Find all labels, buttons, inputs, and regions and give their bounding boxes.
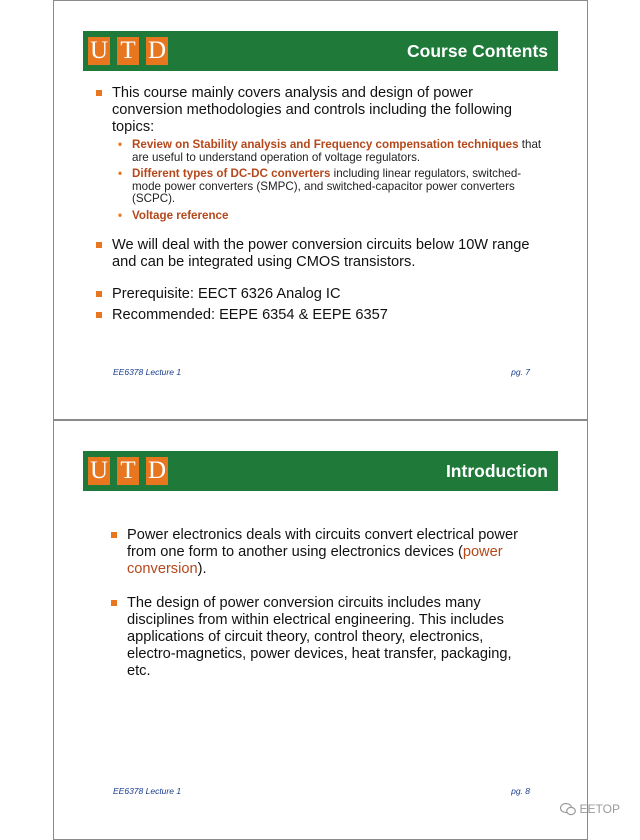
footer-page-number: pg. 8: [511, 786, 530, 796]
bullet-item: We will deal with the power conversion circuits below 10W range and can be integrated using CMOS transistors.: [94, 237, 544, 271]
slide-title: Introduction: [445, 461, 548, 481]
bullet-item: Prerequisite: EECT 6326 Analog IC: [94, 286, 544, 303]
logo-letter-u: U: [89, 457, 109, 484]
slide-title: Course Contents: [407, 41, 548, 61]
slide-header: [83, 451, 558, 491]
logo-letter-t: T: [117, 457, 139, 485]
utd-logo: [88, 454, 168, 488]
bullet-item: Power electronics deals with circuits convert electrical power from one form to another using electronics devices (power conversion).: [109, 527, 529, 578]
bullet-list: [94, 85, 544, 324]
sub-bullet-list: [112, 139, 544, 223]
sub-bullet-item: • Review on Stability analysis and Frequency compensation techniques that are useful to understand operation of voltage regulators.: [112, 139, 544, 164]
bullet-item: [94, 85, 544, 223]
chat-icon: [560, 802, 576, 816]
bullet-item: Recommended: EEPE 6354 & EEPE 6357: [94, 307, 544, 324]
logo-letter-u: U: [89, 37, 109, 64]
sub-bullet-item: • Voltage reference: [112, 210, 544, 223]
bullet-item: The design of power conversion circuits includes many disciplines from within electrical engineering. This includes applications of circuit theory, control theory, electronics, electro-magnetics, power devices, heat transfer, packaging, etc.: [109, 595, 529, 680]
footer-lecture: EE6378 Lecture 1: [113, 786, 182, 796]
bullet-text: This course mainly covers analysis and design of power conversion methodologies and controls including the following topics:: [112, 85, 512, 135]
sub-bullet-item: • Different types of DC-DC converters including linear regulators, switched-mode power converters (SMPC), and switched-capacitor power converters (SCPC).: [112, 168, 544, 206]
footer-page-number: pg. 7: [511, 367, 530, 377]
logo-letter-d: D: [147, 457, 167, 484]
watermark-text: EETOP: [579, 802, 620, 816]
logo-letter-d: D: [147, 37, 167, 64]
watermark: [560, 802, 620, 816]
bullet-list: [109, 527, 529, 680]
slide-header: [83, 31, 558, 71]
logo-letter-t: T: [117, 37, 139, 65]
slide-introduction: [53, 420, 588, 840]
footer-lecture: EE6378 Lecture 1: [113, 367, 182, 377]
utd-logo: [88, 34, 168, 68]
slide-course-contents: [53, 0, 588, 420]
